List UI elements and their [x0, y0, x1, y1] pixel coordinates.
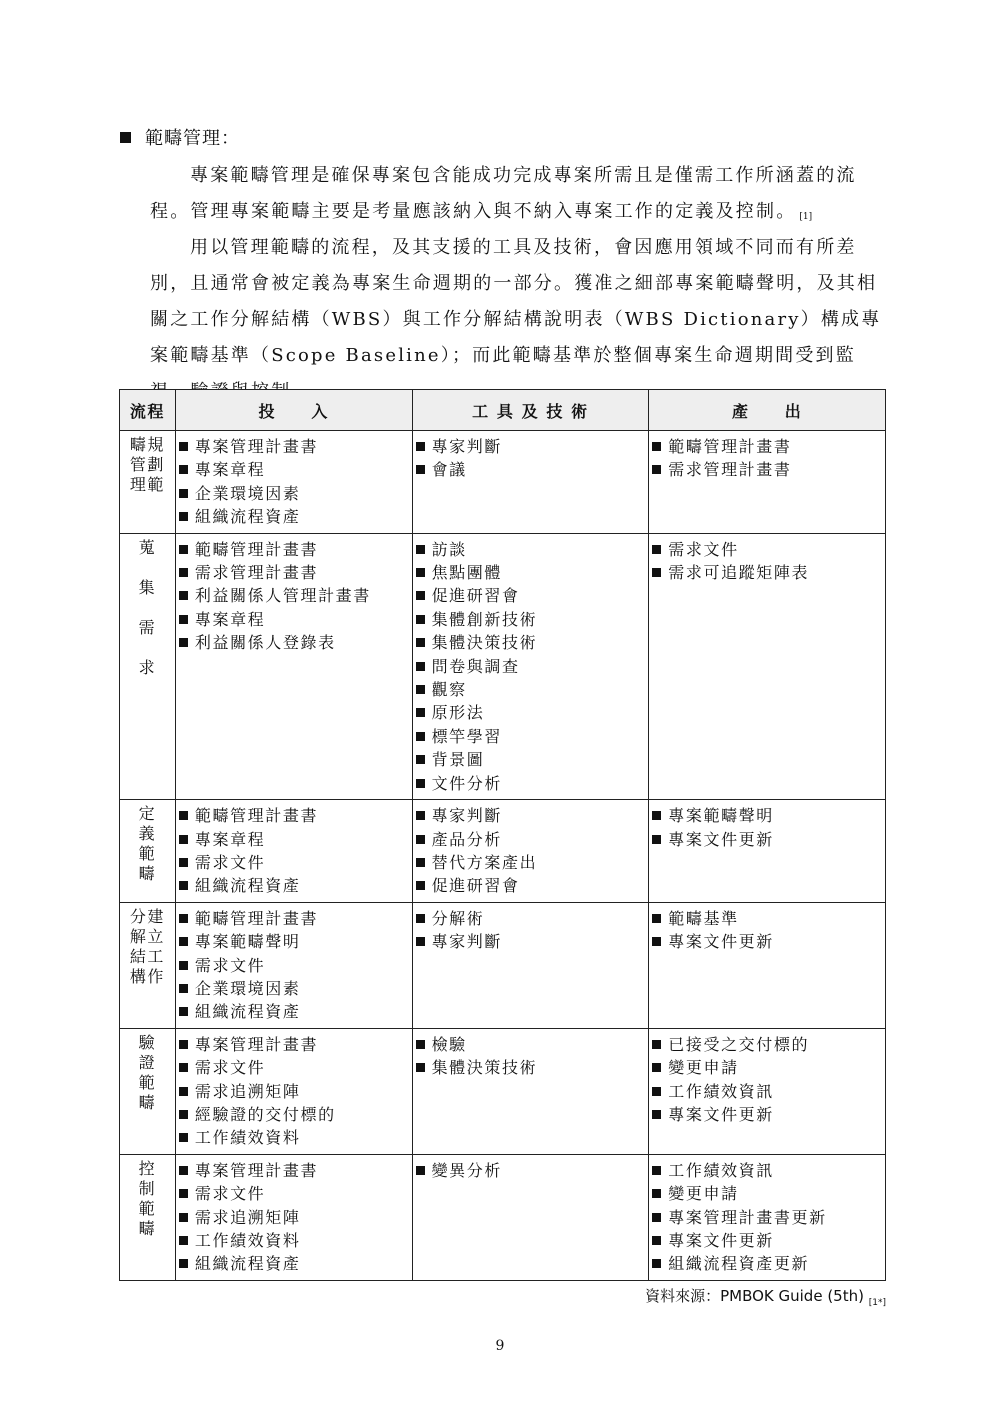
tool-item: 觀察	[416, 678, 646, 701]
tool-item: 專家判斷	[416, 804, 646, 827]
bullet-square-icon	[120, 132, 131, 143]
tool-item: 促進研習會	[416, 874, 646, 897]
inputs-cell	[175, 533, 412, 799]
input-item: 經驗證的交付標的	[179, 1103, 409, 1126]
table-header-row	[120, 390, 886, 431]
input-item: 需求管理計畫書	[179, 561, 409, 584]
inputs-list	[179, 435, 409, 529]
output-item: 範疇基準	[652, 907, 882, 930]
output-item: 組織流程資產更新	[652, 1252, 882, 1275]
outputs-list	[652, 1159, 882, 1276]
input-item: 專案章程	[179, 608, 409, 631]
process-cell	[120, 1028, 176, 1154]
process-name: 疇規 管劃 理範	[129, 435, 166, 494]
table-row	[120, 800, 886, 903]
tools-cell	[412, 533, 649, 799]
inputs-list	[179, 907, 409, 1024]
inputs-cell	[175, 902, 412, 1028]
tool-item: 產品分析	[416, 828, 646, 851]
process-name: 分建 解立 結工 構作	[129, 906, 166, 986]
input-item: 專案管理計畫書	[179, 1159, 409, 1182]
scope-process-table	[119, 389, 886, 1281]
tools-cell	[412, 800, 649, 903]
paragraph-1-text: 專案範疇管理是確保專案包含能成功完成專案所需且是僅需工作所涵蓋的流程。管理專案範疇主要是考量應該納入與不納入專案工作的定義及控制。	[150, 165, 857, 222]
inputs-list	[179, 538, 409, 655]
outputs-cell	[649, 800, 886, 903]
input-item: 企業環境因素	[179, 977, 409, 1000]
header-outputs: 產 出	[649, 390, 886, 431]
paragraph-2-text: 用以管理範疇的流程，及其支援的工具及技術，會因應用領域不同而有所差別，且通常會被定義為專案生命週期的一部分。獲准之細部專案範疇聲明，及其相關之工作分解結構（WBS）與工作分解結構說明表（WBS Dictionary）構成專案範疇基準（Scope Baseline）；而此範疇基準於整個專案生命週期間受到監	[150, 237, 882, 366]
tool-item: 問卷與調查	[416, 655, 646, 678]
source-text: 資料來源：PMBOK Guide (5th)	[645, 1287, 864, 1305]
header-tools: 工 具 及 技 術	[412, 390, 649, 431]
input-item: 利益關係人登錄表	[179, 631, 409, 654]
tool-item: 背景圖	[416, 748, 646, 771]
output-item: 已接受之交付標的	[652, 1033, 882, 1056]
output-item: 變更申請	[652, 1182, 882, 1205]
output-item: 專案文件更新	[652, 1103, 882, 1126]
outputs-cell	[649, 533, 886, 799]
tool-item: 分解術	[416, 907, 646, 930]
source-note	[645, 1285, 886, 1308]
input-item: 範疇管理計畫書	[179, 804, 409, 827]
input-item: 專案章程	[179, 458, 409, 481]
input-item: 組織流程資產	[179, 1000, 409, 1023]
tool-item: 替代方案產出	[416, 851, 646, 874]
process-cell	[120, 533, 176, 799]
output-item: 需求可追蹤矩陣表	[652, 561, 882, 584]
input-item: 組織流程資產	[179, 874, 409, 897]
output-item: 專案管理計畫書更新	[652, 1206, 882, 1229]
tools-cell	[412, 1154, 649, 1280]
output-item: 專案文件更新	[652, 828, 882, 851]
process-cell	[120, 431, 176, 534]
tools-list	[416, 538, 646, 795]
tool-item: 訪談	[416, 538, 646, 561]
table-row	[120, 1154, 886, 1280]
tool-item: 原形法	[416, 701, 646, 724]
inputs-cell	[175, 1028, 412, 1154]
paragraph-2	[150, 230, 885, 415]
output-item: 變更申請	[652, 1056, 882, 1079]
tools-list	[416, 907, 646, 954]
outputs-cell	[649, 431, 886, 534]
section-heading	[120, 124, 240, 150]
output-item: 專案文件更新	[652, 1229, 882, 1252]
outputs-cell	[649, 1154, 886, 1280]
tools-list	[416, 1159, 646, 1182]
page-number: 9	[495, 1338, 505, 1354]
inputs-list	[179, 804, 409, 898]
input-item: 組織流程資產	[179, 505, 409, 528]
outputs-cell	[649, 902, 886, 1028]
input-item: 需求文件	[179, 1056, 409, 1079]
tools-cell	[412, 431, 649, 534]
input-item: 專案管理計畫書	[179, 435, 409, 458]
output-item: 專案範疇聲明	[652, 804, 882, 827]
inputs-list	[179, 1159, 409, 1276]
table-row	[120, 431, 886, 534]
input-item: 需求文件	[179, 1182, 409, 1205]
paragraph-1	[150, 158, 885, 235]
tool-item: 標竿學習	[416, 725, 646, 748]
input-item: 專案管理計畫書	[179, 1033, 409, 1056]
input-item: 工作績效資料	[179, 1126, 409, 1149]
output-item: 需求文件	[652, 538, 882, 561]
outputs-list	[652, 804, 882, 851]
input-item: 企業環境因素	[179, 482, 409, 505]
heading-text: 範疇管理：	[145, 128, 240, 149]
input-item: 專案章程	[179, 828, 409, 851]
tool-item: 集體創新技術	[416, 608, 646, 631]
input-item: 組織流程資產	[179, 1252, 409, 1275]
tool-item: 促進研習會	[416, 584, 646, 607]
input-item: 需求追溯矩陣	[179, 1080, 409, 1103]
tool-item: 集體決策技術	[416, 631, 646, 654]
output-item: 專案文件更新	[652, 930, 882, 953]
input-item: 專案範疇聲明	[179, 930, 409, 953]
table-row	[120, 1028, 886, 1154]
tools-cell	[412, 902, 649, 1028]
output-item: 工作績效資訊	[652, 1080, 882, 1103]
inputs-cell	[175, 800, 412, 903]
table-body	[120, 431, 886, 1281]
output-item: 需求管理計畫書	[652, 458, 882, 481]
output-item: 範疇管理計畫書	[652, 435, 882, 458]
inputs-cell	[175, 431, 412, 534]
input-item: 範疇管理計畫書	[179, 907, 409, 930]
outputs-cell	[649, 1028, 886, 1154]
table-row	[120, 533, 886, 799]
header-process: 流程	[120, 390, 176, 431]
outputs-list	[652, 907, 882, 954]
paragraph-1-ref: [1]	[799, 212, 813, 222]
tools-list	[416, 804, 646, 898]
outputs-list	[652, 435, 882, 482]
tool-item: 檢驗	[416, 1033, 646, 1056]
process-cell	[120, 1154, 176, 1280]
tool-item: 變異分析	[416, 1159, 646, 1182]
table-row	[120, 902, 886, 1028]
process-name: 蒐 集 需 求	[138, 537, 157, 677]
tool-item: 會議	[416, 458, 646, 481]
process-name: 驗 證 範 疇	[138, 1032, 157, 1112]
tool-item: 文件分析	[416, 772, 646, 795]
tool-item: 專家判斷	[416, 930, 646, 953]
process-name: 控 制 範 疇	[138, 1158, 157, 1238]
outputs-list	[652, 1033, 882, 1127]
output-item: 工作績效資訊	[652, 1159, 882, 1182]
header-inputs: 投 入	[175, 390, 412, 431]
input-item: 需求文件	[179, 954, 409, 977]
outputs-list	[652, 538, 882, 585]
tools-list	[416, 435, 646, 482]
inputs-list	[179, 1033, 409, 1150]
input-item: 範疇管理計畫書	[179, 538, 409, 561]
tool-item: 焦點團體	[416, 561, 646, 584]
process-name: 定 義 範 疇	[138, 804, 157, 884]
input-item: 需求追溯矩陣	[179, 1206, 409, 1229]
tool-item: 集體決策技術	[416, 1056, 646, 1079]
source-ref: [1*]	[868, 1298, 886, 1308]
input-item: 利益關係人管理計畫書	[179, 584, 409, 607]
input-item: 需求文件	[179, 851, 409, 874]
process-cell	[120, 800, 176, 903]
tools-list	[416, 1033, 646, 1080]
input-item: 工作績效資料	[179, 1229, 409, 1252]
tool-item: 專家判斷	[416, 435, 646, 458]
inputs-cell	[175, 1154, 412, 1280]
tools-cell	[412, 1028, 649, 1154]
process-cell	[120, 902, 176, 1028]
